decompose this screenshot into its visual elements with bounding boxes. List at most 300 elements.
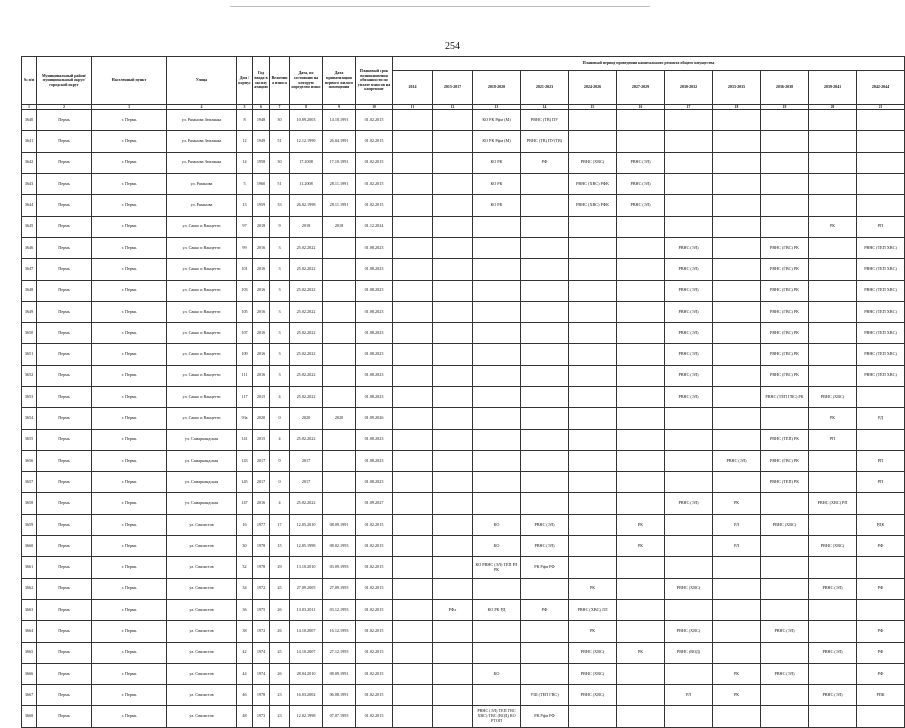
period-cell bbox=[713, 152, 761, 173]
period-cell bbox=[473, 450, 521, 471]
obligation-date-cell: 01.08.2023 bbox=[356, 429, 393, 450]
house-cell: 147 bbox=[237, 493, 253, 514]
municipality-cell: Пермь bbox=[37, 599, 92, 620]
period-cell bbox=[473, 685, 521, 706]
settlement-cell: г. Пермь bbox=[92, 259, 167, 280]
period-cell: РВНС (ХВС) bbox=[569, 685, 617, 706]
period-cell bbox=[665, 110, 713, 131]
date-privatization-cell bbox=[323, 280, 356, 301]
settlement-cell: г. Пермь bbox=[92, 472, 167, 493]
wear-cell: 4 bbox=[270, 386, 290, 407]
period-cell bbox=[393, 493, 433, 514]
period-cell bbox=[617, 259, 665, 280]
municipality-cell: Пермь bbox=[37, 706, 92, 727]
date-condition-cell: 25.02.2022 bbox=[290, 386, 323, 407]
settlement-cell: г. Пермь bbox=[92, 174, 167, 195]
date-privatization-cell bbox=[323, 450, 356, 471]
capital-repair-table bbox=[21, 56, 905, 728]
period-cell bbox=[521, 408, 569, 429]
street-cell: ул. Сакко и Ванцетти bbox=[167, 237, 237, 258]
period-cell bbox=[393, 237, 433, 258]
period-cell bbox=[617, 472, 665, 493]
year-cell: 2018 bbox=[253, 216, 270, 237]
period-cell bbox=[713, 237, 761, 258]
table-row bbox=[22, 365, 905, 386]
settlement-cell: г. Пермь bbox=[92, 110, 167, 131]
settlement-cell: г. Пермь bbox=[92, 642, 167, 663]
period-cell bbox=[433, 365, 473, 386]
house-cell: 111 bbox=[237, 365, 253, 386]
wear-cell: 25 bbox=[270, 642, 290, 663]
municipality-cell: Пермь bbox=[37, 386, 92, 407]
period-cell bbox=[809, 237, 857, 258]
period-cell bbox=[433, 280, 473, 301]
period-cell: РВНС (ТЕП) РК bbox=[761, 472, 809, 493]
period-cell bbox=[433, 685, 473, 706]
period-cell bbox=[713, 429, 761, 450]
period-cell bbox=[713, 386, 761, 407]
street-cell: ул. Сакко и Ванцетти bbox=[167, 344, 237, 365]
table-row bbox=[22, 706, 905, 727]
period-cell: РК bbox=[713, 663, 761, 684]
period-cell bbox=[569, 429, 617, 450]
period-cell bbox=[617, 578, 665, 599]
period-cell bbox=[761, 131, 809, 152]
period-cell bbox=[433, 642, 473, 663]
period-cell: РК bbox=[713, 493, 761, 514]
period-cell bbox=[761, 216, 809, 237]
obligation-date-cell: 01.02.2015 bbox=[356, 621, 393, 642]
date-condition-cell: 25.02.2022 bbox=[290, 280, 323, 301]
period-cell bbox=[809, 344, 857, 365]
house-cell: 44 bbox=[237, 663, 253, 684]
settlement-cell: г. Пермь bbox=[92, 706, 167, 727]
house-cell: 117 bbox=[237, 386, 253, 407]
table-body bbox=[22, 110, 905, 728]
period-cell bbox=[433, 536, 473, 557]
row-number: 3668 bbox=[22, 706, 37, 727]
period-cell bbox=[809, 280, 857, 301]
obligation-date-cell: 01.09.2027 bbox=[356, 493, 393, 514]
date-condition-cell: 27.09.2005 bbox=[290, 578, 323, 599]
period-cell bbox=[617, 365, 665, 386]
period-cell: РК bbox=[617, 536, 665, 557]
period-cell bbox=[809, 259, 857, 280]
table-row bbox=[22, 131, 905, 152]
period-cell bbox=[521, 344, 569, 365]
period-cell bbox=[665, 216, 713, 237]
period-cell: КО РК РД bbox=[473, 599, 521, 620]
period-cell: РЛ bbox=[713, 514, 761, 535]
column-number: 1 bbox=[22, 105, 37, 110]
period-cell bbox=[617, 216, 665, 237]
period-cell bbox=[713, 174, 761, 195]
obligation-date-cell: 01.02.2015 bbox=[356, 706, 393, 727]
table-row bbox=[22, 216, 905, 237]
col-wear-header: Величина износа bbox=[270, 57, 290, 105]
period-cell bbox=[393, 195, 433, 216]
municipality-cell: Пермь bbox=[37, 450, 92, 471]
settlement-cell: г. Пермь bbox=[92, 450, 167, 471]
street-cell: ул. Связистов bbox=[167, 599, 237, 620]
column-number: 11 bbox=[393, 105, 433, 110]
period-cell bbox=[665, 599, 713, 620]
period-cell bbox=[433, 663, 473, 684]
period-cell: РВНС (ХВС) bbox=[809, 386, 857, 407]
period-cell bbox=[569, 216, 617, 237]
table-row bbox=[22, 280, 905, 301]
table-row bbox=[22, 259, 905, 280]
period-cell bbox=[569, 386, 617, 407]
year-cell: 1974 bbox=[253, 663, 270, 684]
obligation-date-cell: 01.02.2015 bbox=[356, 131, 393, 152]
period-cell bbox=[521, 174, 569, 195]
period-cell bbox=[617, 429, 665, 450]
table-row bbox=[22, 429, 905, 450]
period-cell bbox=[569, 259, 617, 280]
column-number: 10 bbox=[356, 105, 393, 110]
date-condition-cell: 12.05.2010 bbox=[290, 514, 323, 535]
period-cell: РК bbox=[569, 621, 617, 642]
year-cell: 1949 bbox=[253, 131, 270, 152]
period-header: 2036-2038 bbox=[761, 71, 809, 105]
period-cell bbox=[393, 408, 433, 429]
house-cell: 103 bbox=[237, 280, 253, 301]
period-cell bbox=[393, 663, 433, 684]
obligation-date-cell: 01.08.2023 bbox=[356, 259, 393, 280]
period-cell: РФ bbox=[857, 621, 905, 642]
period-cell bbox=[809, 323, 857, 344]
period-header: 2033-2035 bbox=[713, 71, 761, 105]
municipality-cell: Пермь bbox=[37, 365, 92, 386]
period-cell bbox=[433, 557, 473, 578]
date-privatization-cell: 2020 bbox=[323, 408, 356, 429]
house-cell: 14 bbox=[237, 152, 253, 173]
row-number: 3660 bbox=[22, 536, 37, 557]
period-cell bbox=[665, 429, 713, 450]
period-cell bbox=[473, 642, 521, 663]
period-cell bbox=[713, 578, 761, 599]
period-cell bbox=[569, 344, 617, 365]
period-cell: РВНС (ЭЛ) bbox=[617, 174, 665, 195]
period-header: 2039-2041 bbox=[809, 71, 857, 105]
period-cell: РВНС (ТВ) ПУ bbox=[521, 110, 569, 131]
period-cell: УШ (ТЕП ГВС) bbox=[521, 685, 569, 706]
year-cell: 1974 bbox=[253, 642, 270, 663]
obligation-date-cell: 01.02.2015 bbox=[356, 578, 393, 599]
period-cell: РВНС (ВОД) bbox=[665, 642, 713, 663]
period-cell bbox=[521, 386, 569, 407]
wear-cell: 26 bbox=[270, 663, 290, 684]
row-number: 3666 bbox=[22, 663, 37, 684]
date-condition-cell: 11.2008 bbox=[290, 174, 323, 195]
column-number: 13 bbox=[473, 105, 521, 110]
period-cell bbox=[617, 110, 665, 131]
period-cell bbox=[617, 450, 665, 471]
period-cell bbox=[473, 429, 521, 450]
period-cell bbox=[393, 685, 433, 706]
period-cell: РК bbox=[617, 642, 665, 663]
date-privatization-cell bbox=[323, 344, 356, 365]
row-number: 3652 bbox=[22, 365, 37, 386]
date-privatization-cell: 2018 bbox=[323, 216, 356, 237]
date-condition-cell: 13.03.2011 bbox=[290, 599, 323, 620]
column-number: 15 bbox=[569, 105, 617, 110]
period-cell bbox=[809, 472, 857, 493]
house-cell: 109 bbox=[237, 344, 253, 365]
period-cell bbox=[617, 706, 665, 727]
period-cell bbox=[569, 301, 617, 322]
period-cell: РФ bbox=[857, 536, 905, 557]
period-cell bbox=[521, 578, 569, 599]
table-row bbox=[22, 237, 905, 258]
period-cell: РВНС (ЭЛ) bbox=[665, 323, 713, 344]
settlement-cell: г. Пермь bbox=[92, 663, 167, 684]
row-number: 3656 bbox=[22, 450, 37, 471]
period-cell: РВНС (ТЕП ХВС) bbox=[857, 344, 905, 365]
period-cell bbox=[809, 110, 857, 131]
obligation-date-cell: 01.02.2015 bbox=[356, 174, 393, 195]
date-privatization-cell: 28.11.1991 bbox=[323, 174, 356, 195]
period-cell bbox=[393, 706, 433, 727]
period-cell bbox=[617, 663, 665, 684]
period-cell bbox=[521, 216, 569, 237]
table-row bbox=[22, 536, 905, 557]
settlement-cell: г. Пермь bbox=[92, 195, 167, 216]
date-privatization-cell bbox=[323, 237, 356, 258]
wear-cell: 3 bbox=[270, 259, 290, 280]
period-cell bbox=[761, 706, 809, 727]
municipality-cell: Пермь bbox=[37, 408, 92, 429]
period-cell: КО РК bbox=[473, 195, 521, 216]
period-cell bbox=[521, 621, 569, 642]
period-cell: РВНС (ГВС) РК bbox=[761, 237, 809, 258]
house-cell: 99 bbox=[237, 237, 253, 258]
settlement-cell: г. Пермь bbox=[92, 323, 167, 344]
table-row bbox=[22, 450, 905, 471]
period-cell bbox=[521, 301, 569, 322]
year-cell: 2016 bbox=[253, 259, 270, 280]
period-cell bbox=[569, 493, 617, 514]
period-cell bbox=[809, 621, 857, 642]
date-condition-cell: 14.10.2007 bbox=[290, 642, 323, 663]
column-number: 14 bbox=[521, 105, 569, 110]
table-row bbox=[22, 599, 905, 620]
date-condition-cell: 25.02.2022 bbox=[290, 344, 323, 365]
municipality-cell: Пермь bbox=[37, 557, 92, 578]
wear-cell: 51 bbox=[270, 131, 290, 152]
year-cell: 2016 bbox=[253, 237, 270, 258]
date-privatization-cell bbox=[323, 301, 356, 322]
period-cell bbox=[665, 450, 713, 471]
date-condition-cell: 26.02.1998 bbox=[290, 195, 323, 216]
period-cell: РВНС (ХВС) bbox=[761, 514, 809, 535]
period-cell: КО РК Рфм (М) bbox=[473, 110, 521, 131]
period-cell bbox=[433, 301, 473, 322]
period-cell bbox=[473, 386, 521, 407]
street-cell: ул. Рязанова bbox=[167, 174, 237, 195]
obligation-date-cell: 01.02.2015 bbox=[356, 663, 393, 684]
row-number: 3662 bbox=[22, 578, 37, 599]
obligation-date-cell: 01.12.2024 bbox=[356, 216, 393, 237]
period-cell bbox=[473, 578, 521, 599]
period-cell: РВНС (ЭЛ) bbox=[665, 493, 713, 514]
period-cell bbox=[617, 557, 665, 578]
row-number: 3642 bbox=[22, 152, 37, 173]
date-condition-cell: 17.2008 bbox=[290, 152, 323, 173]
table-row bbox=[22, 110, 905, 131]
period-cell bbox=[761, 599, 809, 620]
period-cell: РВНС (ЭЛ) bbox=[761, 663, 809, 684]
period-cell bbox=[433, 578, 473, 599]
date-condition-cell: 12.12.1999 bbox=[290, 131, 323, 152]
obligation-date-cell: 01.02.2015 bbox=[356, 557, 393, 578]
period-cell: РВНС (ТВ) ПУ(ТВ) bbox=[521, 131, 569, 152]
obligation-date-cell: 01.08.2023 bbox=[356, 237, 393, 258]
period-cell bbox=[473, 216, 521, 237]
period-cell: РВНС (ЭЛ) bbox=[761, 621, 809, 642]
municipality-cell: Пермь bbox=[37, 195, 92, 216]
house-cell: 107 bbox=[237, 323, 253, 344]
period-cell bbox=[713, 365, 761, 386]
planned-period-header: Плановый период проведения капитального ремонта общего имущества bbox=[393, 57, 905, 71]
period-cell bbox=[857, 557, 905, 578]
obligation-date-cell: 01.02.2015 bbox=[356, 195, 393, 216]
table-row bbox=[22, 152, 905, 173]
period-cell bbox=[393, 429, 433, 450]
period-cell: РВНС (ЭЛ) bbox=[809, 685, 857, 706]
period-cell: РФ bbox=[857, 578, 905, 599]
period-header: 2014 bbox=[393, 71, 433, 105]
settlement-cell: г. Пермь bbox=[92, 344, 167, 365]
period-cell bbox=[433, 493, 473, 514]
municipality-cell: Пермь bbox=[37, 237, 92, 258]
period-cell bbox=[393, 131, 433, 152]
page-number: 254 bbox=[445, 41, 460, 52]
row-number: 3646 bbox=[22, 237, 37, 258]
period-cell bbox=[569, 323, 617, 344]
period-cell bbox=[713, 706, 761, 727]
period-cell bbox=[473, 323, 521, 344]
date-condition-cell: 2020 bbox=[290, 408, 323, 429]
period-cell: РП bbox=[857, 472, 905, 493]
period-cell bbox=[393, 578, 433, 599]
period-cell: РВНС (ТЕП ХВС) bbox=[857, 280, 905, 301]
obligation-date-cell: 01.08.2023 bbox=[356, 323, 393, 344]
period-header: 2021-2023 bbox=[521, 71, 569, 105]
period-cell bbox=[617, 621, 665, 642]
row-number: 3643 bbox=[22, 174, 37, 195]
period-cell bbox=[713, 301, 761, 322]
period-cell bbox=[521, 237, 569, 258]
obligation-date-cell: 01.08.2023 bbox=[356, 386, 393, 407]
row-number: 3655 bbox=[22, 429, 37, 450]
period-cell bbox=[617, 280, 665, 301]
column-number: 12 bbox=[433, 105, 473, 110]
table-row bbox=[22, 621, 905, 642]
period-cell bbox=[713, 131, 761, 152]
street-cell: ул. Самаркандская bbox=[167, 429, 237, 450]
street-cell: ул. Рязанова Землянка bbox=[167, 131, 237, 152]
period-cell bbox=[713, 621, 761, 642]
period-cell bbox=[761, 195, 809, 216]
header-row-1 bbox=[22, 57, 905, 71]
table-row bbox=[22, 408, 905, 429]
settlement-cell: г. Пермь bbox=[92, 237, 167, 258]
period-cell: КО bbox=[473, 536, 521, 557]
row-number: 3657 bbox=[22, 472, 37, 493]
date-condition-cell: 2017 bbox=[290, 450, 323, 471]
period-cell: РВНС (ЭЛ) bbox=[617, 152, 665, 173]
top-rule bbox=[230, 6, 650, 7]
period-cell: РК bbox=[569, 578, 617, 599]
period-header: 2030-2032 bbox=[665, 71, 713, 105]
period-cell bbox=[521, 195, 569, 216]
date-privatization-cell bbox=[323, 472, 356, 493]
year-cell: 1958 bbox=[253, 152, 270, 173]
wear-cell: 3 bbox=[270, 323, 290, 344]
wear-cell: 3 bbox=[270, 280, 290, 301]
date-privatization-cell: 27.12.1993 bbox=[323, 642, 356, 663]
year-cell: 2017 bbox=[253, 472, 270, 493]
period-cell: РВНС (ХВС) bbox=[569, 152, 617, 173]
column-number: 3 bbox=[92, 105, 167, 110]
table-row bbox=[22, 557, 905, 578]
period-cell bbox=[473, 493, 521, 514]
wear-cell: 29 bbox=[270, 557, 290, 578]
column-number: 17 bbox=[665, 105, 713, 110]
municipality-cell: Пермь bbox=[37, 131, 92, 152]
period-cell bbox=[761, 152, 809, 173]
period-cell bbox=[521, 323, 569, 344]
date-privatization-cell bbox=[323, 429, 356, 450]
period-cell bbox=[433, 216, 473, 237]
period-cell bbox=[433, 152, 473, 173]
period-cell bbox=[665, 706, 713, 727]
period-cell: РВНС (ТЕП) РК bbox=[761, 429, 809, 450]
period-cell bbox=[665, 663, 713, 684]
period-cell bbox=[857, 493, 905, 514]
period-cell: РВНС (ЭЛ) bbox=[617, 195, 665, 216]
date-condition-cell: 13.10.2010 bbox=[290, 557, 323, 578]
period-cell bbox=[393, 344, 433, 365]
settlement-cell: г. Пермь bbox=[92, 152, 167, 173]
table-row bbox=[22, 174, 905, 195]
period-cell bbox=[521, 429, 569, 450]
period-cell bbox=[433, 323, 473, 344]
period-cell bbox=[761, 493, 809, 514]
date-privatization-cell: 27.09.1993 bbox=[323, 578, 356, 599]
col-obligation-header: Плановый срок возникновения обязанности по уплате взносов на капремонт bbox=[356, 57, 393, 105]
period-cell bbox=[521, 259, 569, 280]
municipality-cell: Пермь bbox=[37, 578, 92, 599]
period-cell bbox=[665, 152, 713, 173]
period-cell bbox=[393, 536, 433, 557]
municipality-cell: Пермь bbox=[37, 663, 92, 684]
period-cell bbox=[433, 344, 473, 365]
table-row bbox=[22, 685, 905, 706]
period-cell bbox=[857, 195, 905, 216]
row-number: 3651 bbox=[22, 344, 37, 365]
period-header: 2015-2017 bbox=[433, 71, 473, 105]
period-cell: РП bbox=[809, 429, 857, 450]
row-number: 3667 bbox=[22, 685, 37, 706]
period-cell: РВНС (ЭЛ) bbox=[665, 386, 713, 407]
period-cell bbox=[521, 280, 569, 301]
period-cell bbox=[665, 131, 713, 152]
year-cell: 1960 bbox=[253, 174, 270, 195]
table-row bbox=[22, 514, 905, 535]
